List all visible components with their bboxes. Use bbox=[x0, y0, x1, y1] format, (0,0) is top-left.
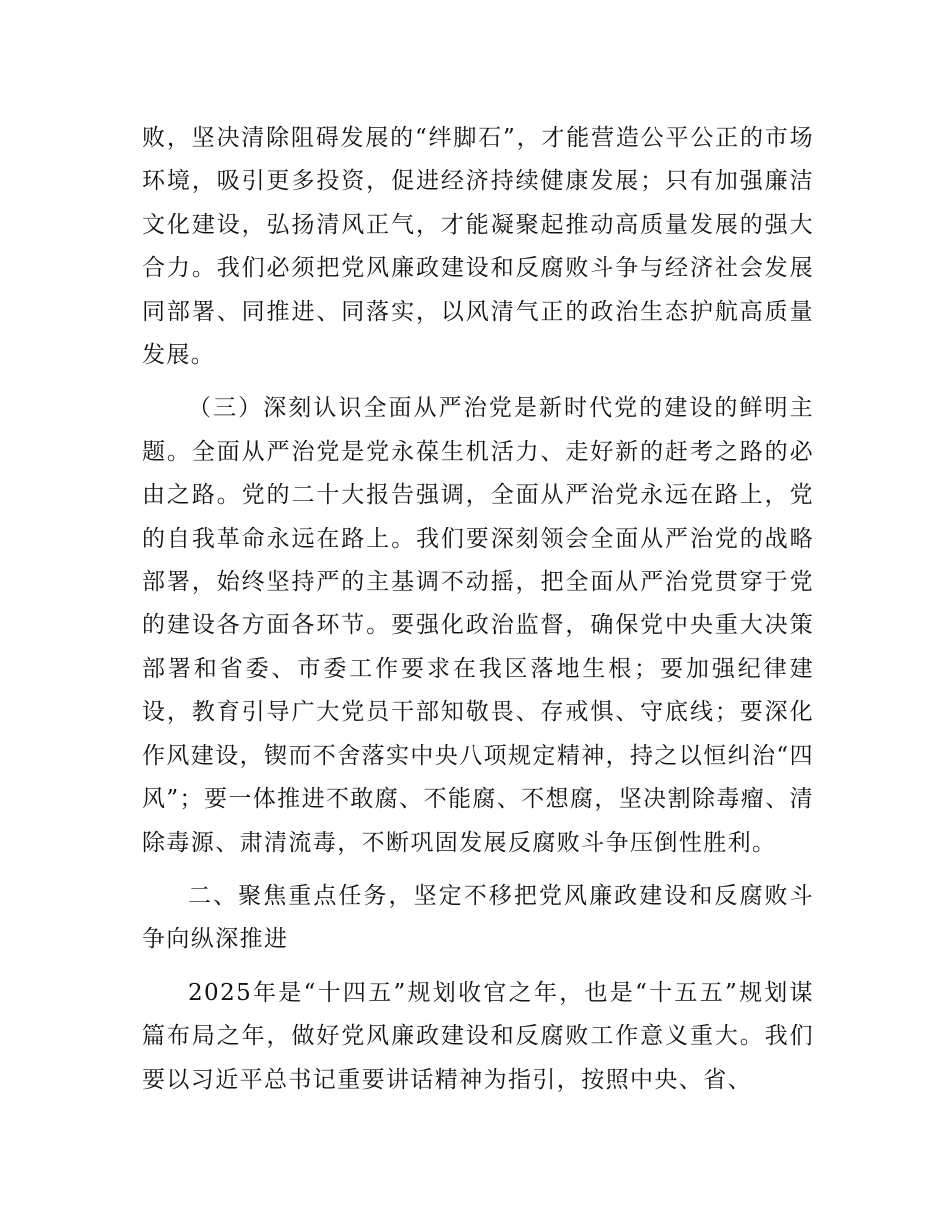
paragraph-2025: 2025年是“十四五”规划收官之年，也是“十五五”规划谋篇布局之年，做好党风廉政建设和反腐败工作意义重大。我们要以习近平总书记重要讲话精神为指引，按照中央、省、 bbox=[142, 979, 814, 1093]
section-heading-two: 二、聚焦重点任务，坚定不移把党风廉政建设和反腐败斗争向纵深推进 bbox=[142, 882, 814, 953]
document-body bbox=[142, 117, 814, 1102]
paragraph-section-three: （三）深刻认识全面从严治党是新时代党的建设的鲜明主题。全面从严治党是党永葆生机活力、走好新的赶考之路的必由之路。党的二十大报告强调，全面从严治党永远在路上，党的自我革命永远在路上。我们要深刻领会全面从严治党的战略部署，始终坚持严的主基调不动摇，把全面从严治党贯穿于党的建设各方面各环节。要强化政治监督，确保党中央重大决策部署和省委、市委工作要求在我区落地生根；要加强纪律建设，教育引导广大党员干部知敬畏、存戒惧、守底线；要深化作风建设，锲而不舍落实中央八项规定精神，持之以恒纠治“四风”；要一体推进不敢腐、不能腐、不想腐，坚决割除毒瘤、清除毒源、肃清流毒，不断巩固发展反腐败斗争压倒性胜利。 bbox=[142, 395, 814, 856]
paragraph-continued: 败，坚决清除阻碍发展的“绊脚石”，才能营造公平公正的市场环境，吸引更多投资，促进经济持续健康发展；只有加强廉洁文化建设，弘扬清风正气，才能凝聚起推动高质量发展的强大合力。我们必须把党风廉政建设和反腐败斗争与经济社会发展同部署、同推进、同落实，以风清气正的政治生态护航高质量发展。 bbox=[142, 125, 814, 369]
